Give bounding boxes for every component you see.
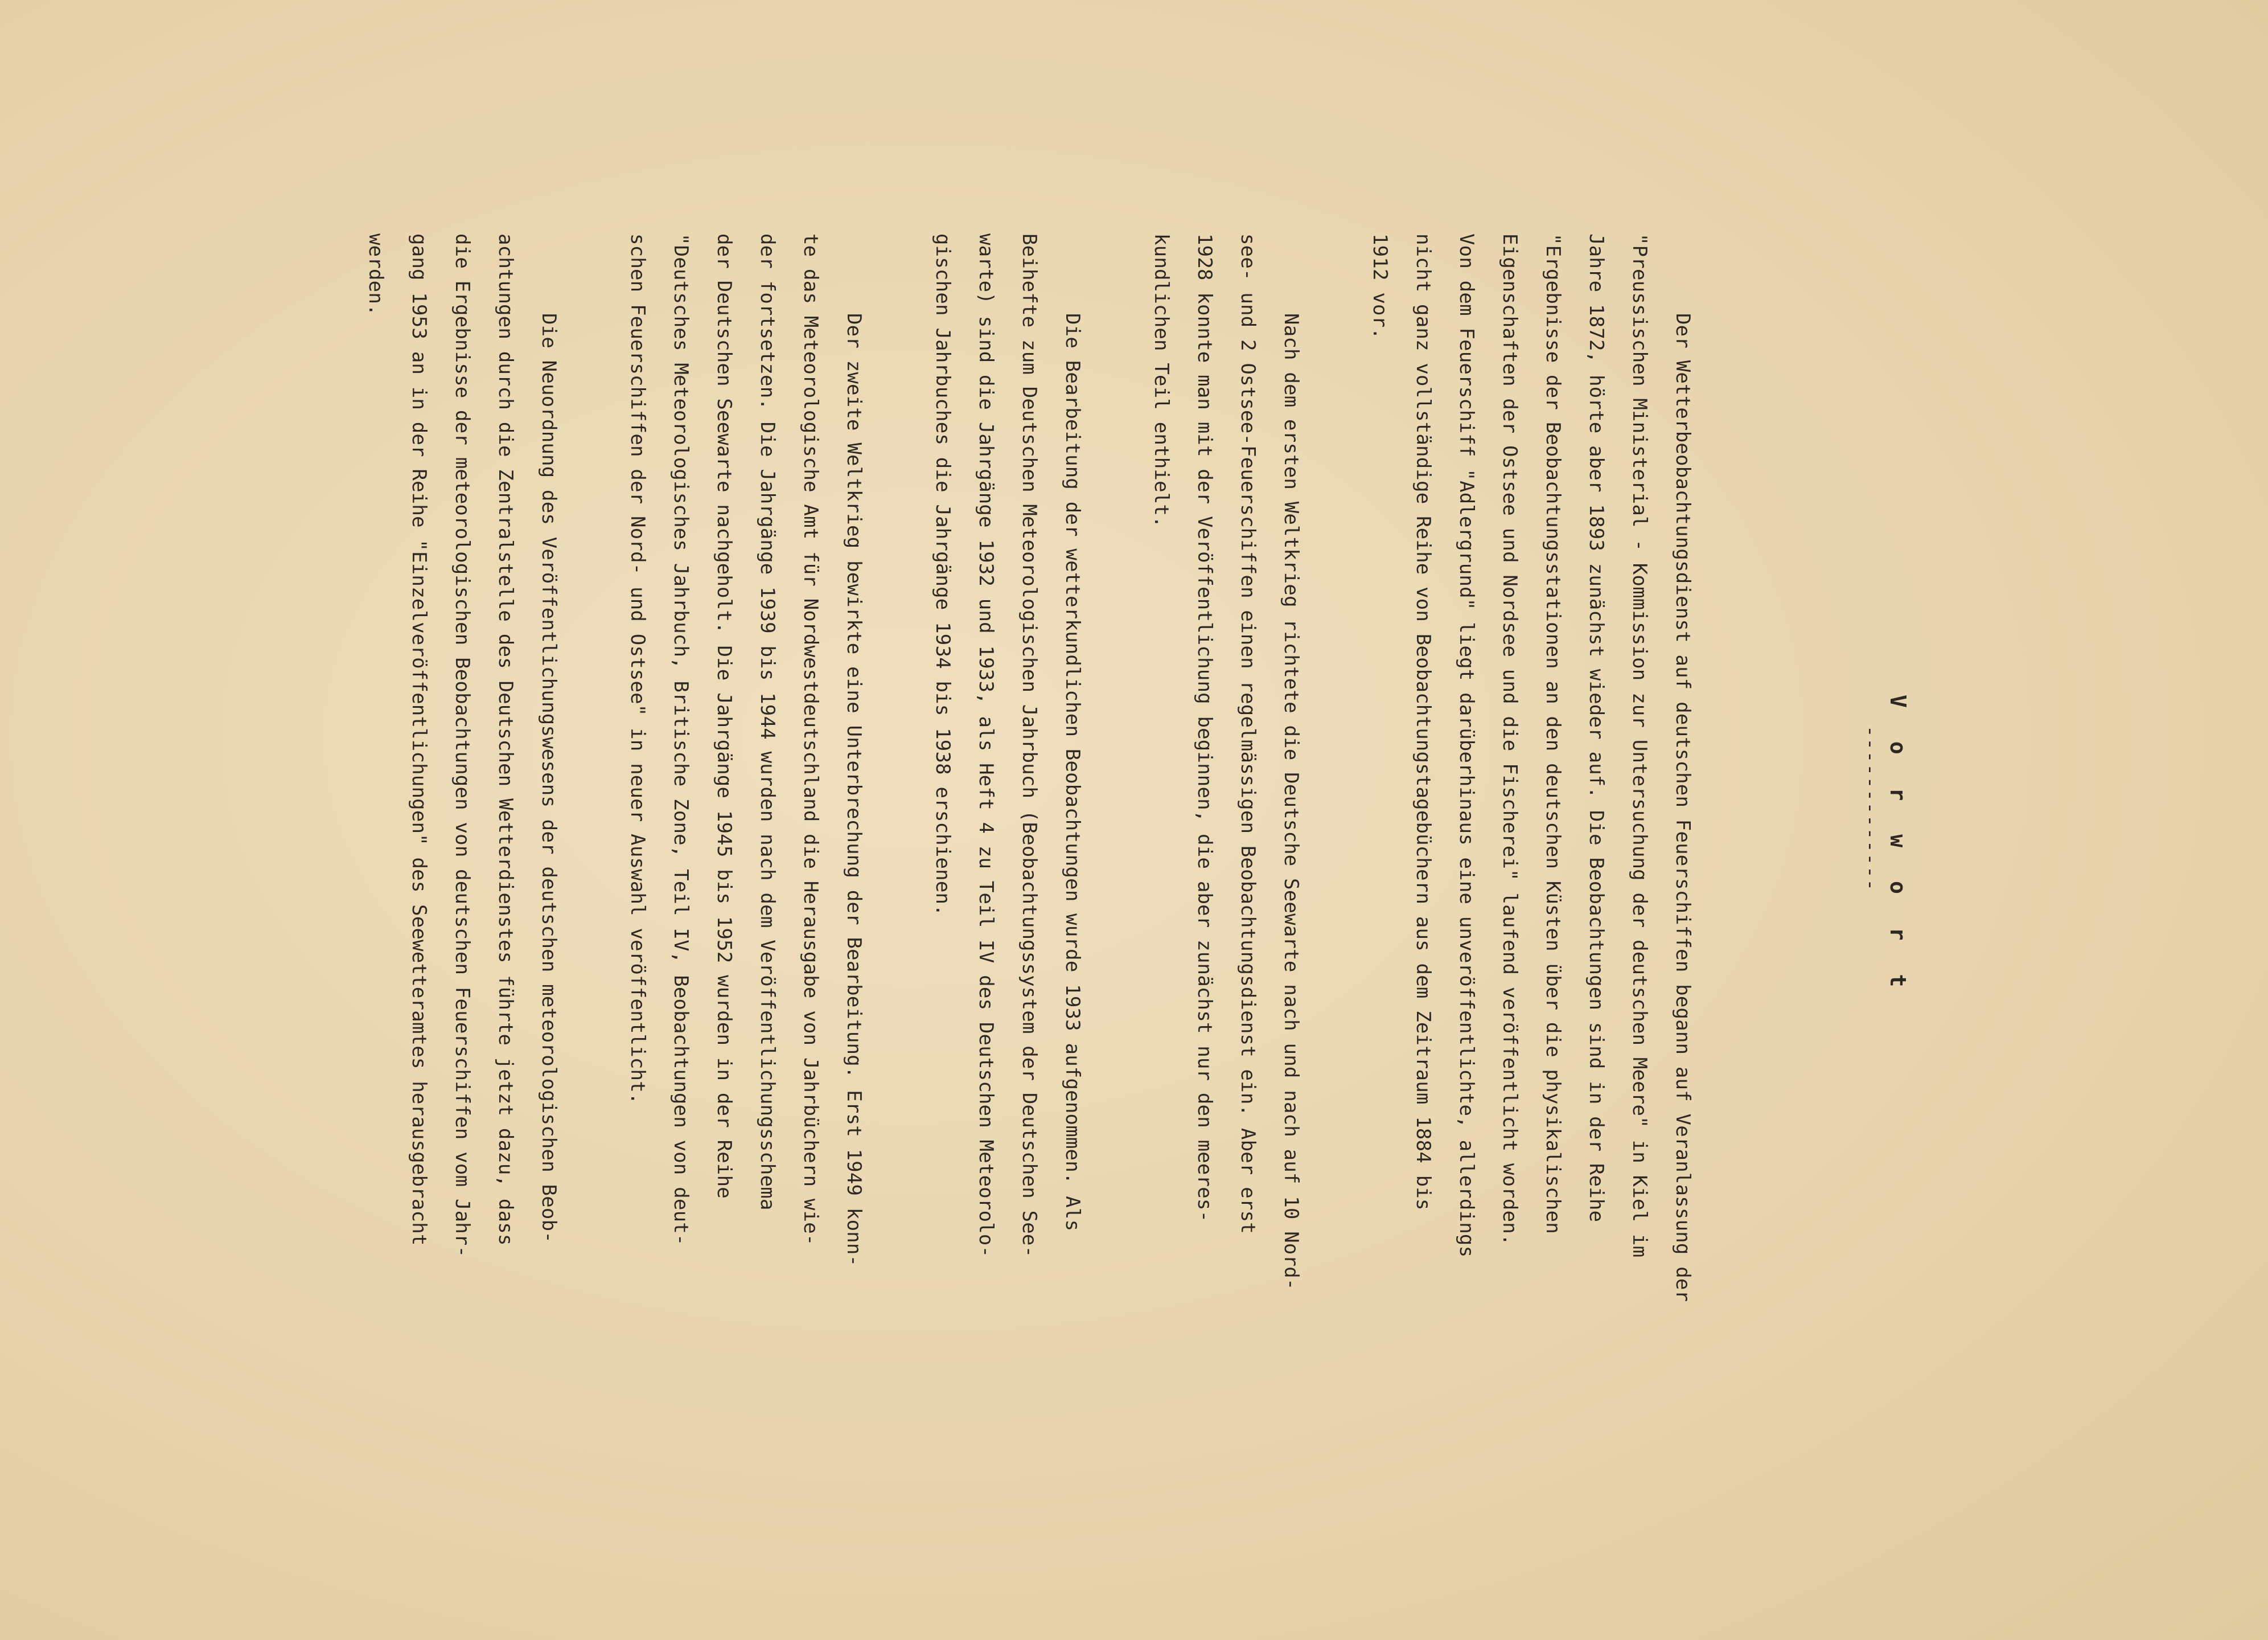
text-line: gischen Jahrbuches die Jahrgänge 1934 bis 1938 erschienen. (931, 233, 954, 916)
text-line: te das Meteorologische Amt für Nordwestdeutschland die Herausgabe von Jahrbüchern wie- (799, 233, 822, 1246)
text-line: see- und 2 Ostsee-Feuerschiffen einen regelmässigen Beobachtungsdienst ein. Aber erst (1236, 233, 1259, 1234)
text-line: Beihefte zum Deutschen Meteorologischen Jahrbuch (Beobachtungssystem der Deutschen See- (1018, 233, 1041, 1258)
text-line: Der Wetterbeobachtungsdienst auf deutschen Feuerschiffen begann auf Veranlassung der (1671, 313, 1694, 1302)
paragraph-5 (354, 233, 570, 1577)
text-line: "Deutsches Meteorologisches Jahrbuch, Britische Zone, Teil IV, Beobachtungen von deut- (669, 233, 692, 1246)
body-text (309, 233, 1704, 1577)
text-line: gang 1953 an in der Reihe "Einzelveröffentlichungen" des Seewetteramtes herausgebracht (408, 233, 430, 1246)
text-line: "Preussischen Ministerial - Kommission zur Untersuchung der deutschen Meere" in Kiel im (1628, 233, 1651, 1258)
text-line: 1912 vor. (1369, 233, 1391, 340)
text-line: Von dem Feuerschiff "Adlergrund" liegt darüberhinaus eine unveröffentlichte, allerdings (1455, 233, 1478, 1258)
paragraph-1 (1358, 233, 1704, 1577)
text-line: "Ergebnisse der Beobachtungsstationen an den deutschen Küsten über die physikalischen (1542, 233, 1564, 1234)
text-line: Der zweite Weltkrieg bewirkte eine Unterbrechung der Bearbeitung. Erst 1949 konn- (843, 313, 865, 1267)
text-line: Die Neuordnung des Veröffentlichungswesens der deutschen meteorologischen Beob- (537, 313, 560, 1243)
text-line: warte) sind die Jahrgänge 1932 und 1933, als Heft 4 zu Teil IV des Deutschen Meteorolo- (975, 233, 997, 1258)
text-line: achtungen durch die Zentralstelle des Deutschen Wetterdienstes führte jetzt dazu, dass (494, 233, 517, 1246)
text-line: der Deutschen Seewarte nachgeholt. Die Jahrgänge 1945 bis 1952 wurden in der Reihe (713, 233, 736, 1199)
text-line: Jahre 1872, hörte aber 1893 zunächst wieder auf. Die Beobachtungen sind in der Reihe (1585, 233, 1608, 1223)
text-line: nicht ganz vollständige Reihe von Beobachtungstagebüchern aus dem Zeitraum 1884 bis (1412, 233, 1435, 1211)
title-block (1859, 695, 1915, 998)
text-line: die Ergebnisse der meteorologischen Beobachtungen von deutschen Feuerschiffen vom Jahr- (451, 233, 474, 1258)
page-title: V o r w o r t (1885, 695, 1910, 998)
paragraph-4 (616, 233, 876, 1577)
text-line: Nach dem ersten Weltkrieg richtete die Deutsche Seewarte nach und nach auf 10 Nord- (1280, 313, 1303, 1290)
text-line: Die Bearbeitung der wetterkundlichen Beobachtungen wurde 1933 aufgenommen. Als (1061, 313, 1084, 1232)
text-line: der fortsetzen. Die Jahrgänge 1939 bis 1944 wurden nach dem Veröffentlichungsschema (756, 233, 779, 1211)
title-underline: ------------- (1859, 725, 1882, 892)
text-line: 1928 konnte man mit der Veröffentlichung beginnen, die aber zunächst nur den meeres- (1193, 233, 1216, 1223)
text-line: Eigenschaften der Ostsee und Nordsee und die Fischerei" laufend veröffentlicht worden. (1498, 233, 1521, 1246)
paragraph-2 (1140, 233, 1313, 1577)
paragraph-3 (921, 233, 1094, 1577)
text-line: kundlichen Teil enthielt. (1150, 233, 1173, 528)
text-line: schen Feuerschiffen der Nord- und Ostsee" in neuer Auswahl veröffentlicht. (626, 233, 649, 1105)
text-line: werden. (364, 233, 387, 316)
